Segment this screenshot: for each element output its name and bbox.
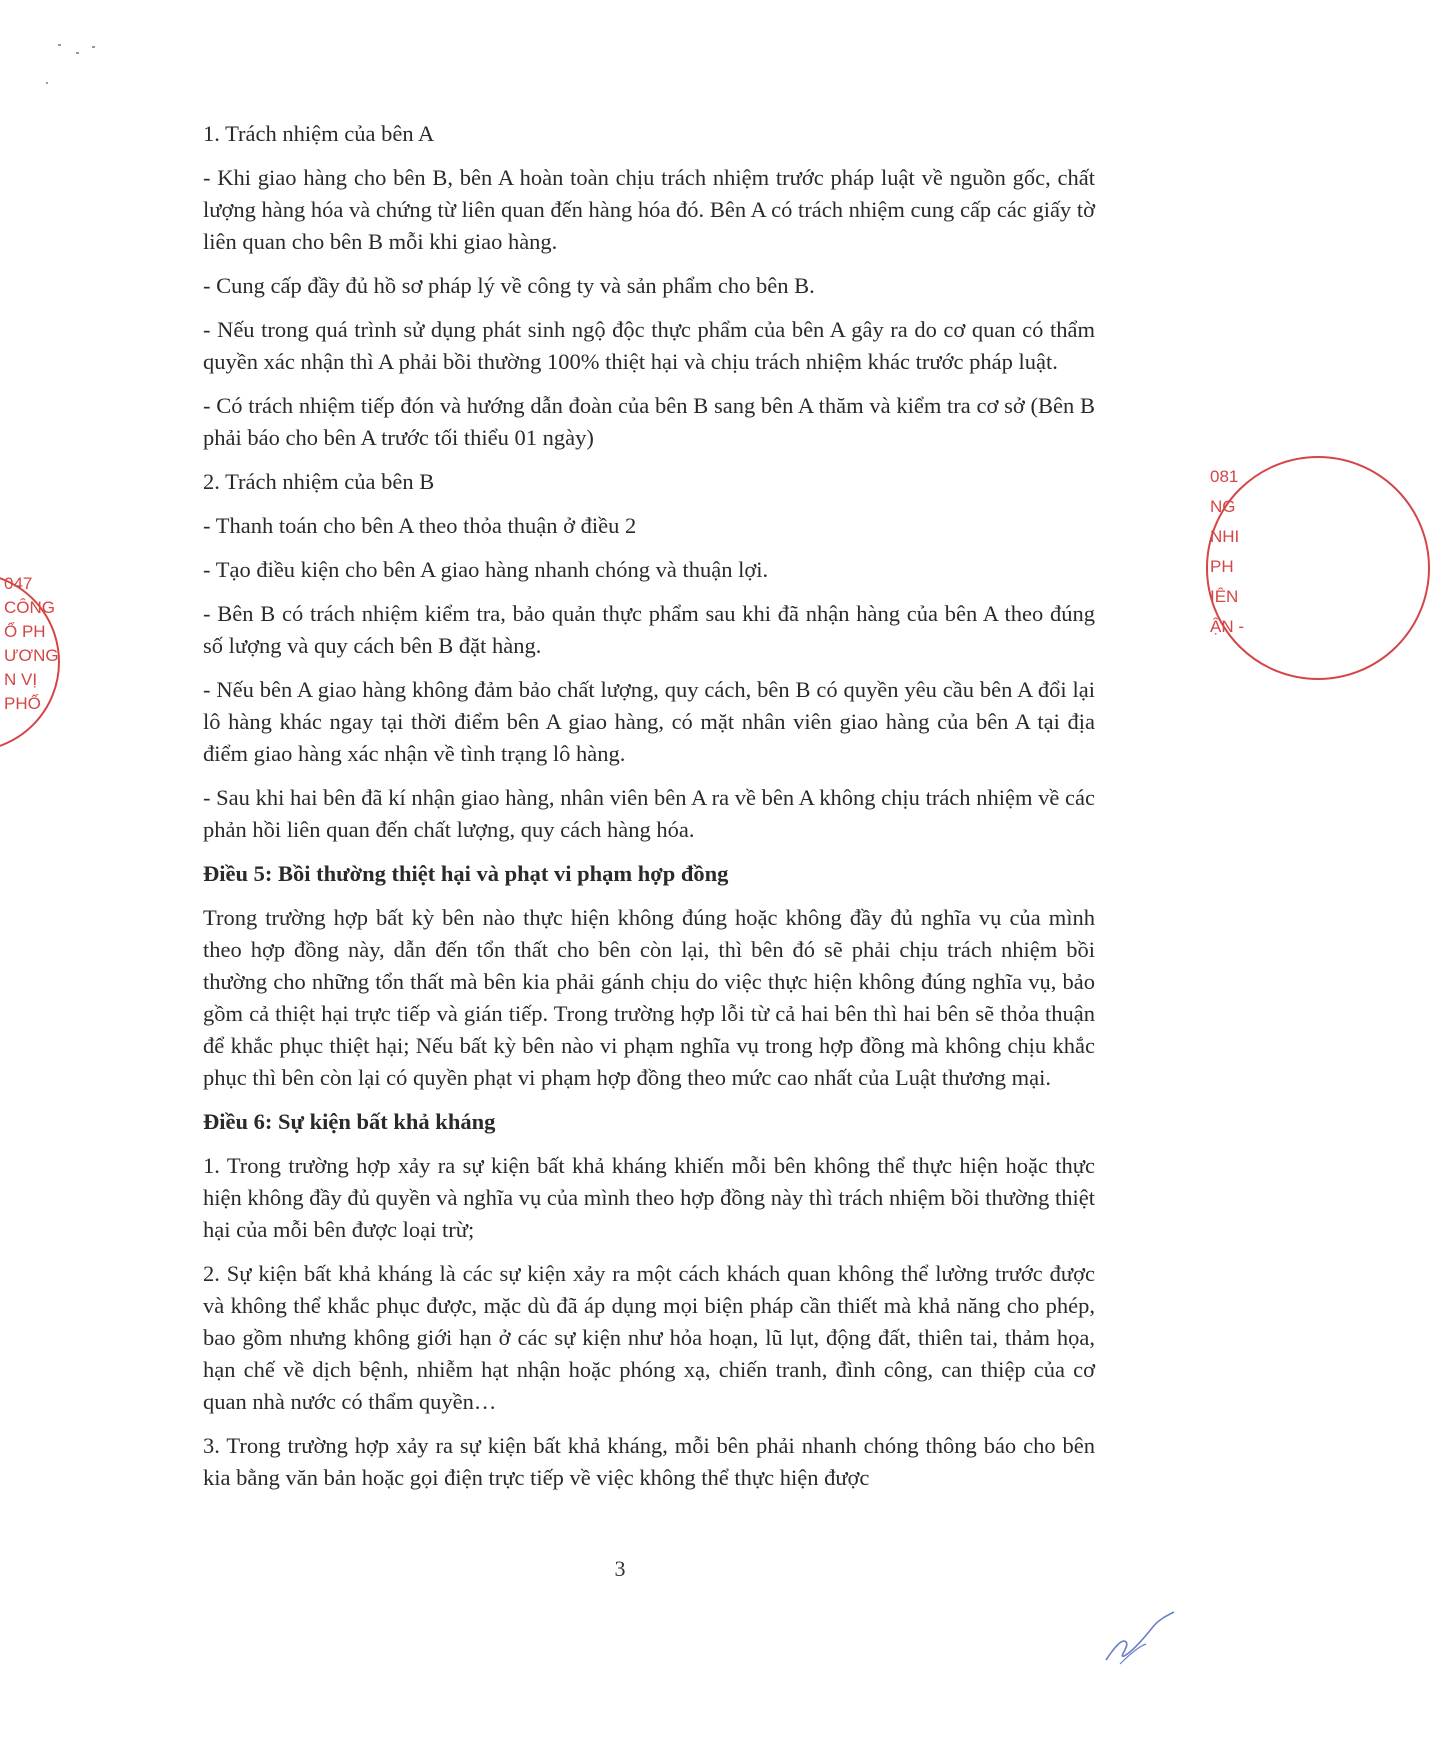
scan-speck [92, 46, 95, 48]
paragraph: - Tạo điều kiện cho bên A giao hàng nhanh chóng và thuận lợi. [203, 557, 769, 582]
paragraph: - Thanh toán cho bên A theo thỏa thuận ở điều 2 [203, 513, 637, 538]
red-stamp-right [1206, 456, 1244, 676]
section-heading-article-6: Điều 6: Sự kiện bất khả kháng [203, 1109, 496, 1134]
stamp-left-text: 047 CÔNG Ổ PH ƯƠNG N VỊ PHỐ [4, 574, 59, 713]
paragraph: - Cung cấp đầy đủ hồ sơ pháp lý về công ty và sản phẩm cho bên B. [203, 273, 815, 298]
paragraph: - Nếu trong quá trình sử dụng phát sinh ngộ độc thực phẩm của bên A gây ra do cơ quan có thẩm quyền xác nhận thì A phải bồi thường 100% thiệt hại và chịu trách nhiệm khác trước pháp luật. [203, 317, 1095, 374]
paragraph: 1. Trách nhiệm của bên A [203, 121, 435, 146]
paragraph: - Bên B có trách nhiệm kiểm tra, bảo quản thực phẩm sau khi đã nhận hàng của bên A theo đúng số lượng và quy cách bên B đặt hàng. [203, 601, 1095, 658]
document-body [203, 118, 1095, 1506]
stamp-right-text: 081 NG NHI PH IÊN ẬN - [1210, 467, 1244, 636]
paragraph: 1. Trong trường hợp xảy ra sự kiện bất khả kháng khiến mỗi bên không thể thực hiện hoặc thực hiện không đầy đủ quyền và nghĩa vụ của mình theo hợp đồng này thì trách nhiệm bồi thường thiệt hại của mỗi bên được loại trừ; [203, 1153, 1095, 1242]
paragraph: Trong trường hợp bất kỳ bên nào thực hiện không đúng hoặc không đầy đủ nghĩa vụ của mình theo hợp đồng này, dẫn đến tổn thất cho bên còn lại, thì bên đó sẽ phải chịu trách nhiệm bồi thường cho những tổn thất mà bên kia phải gánh chịu do việc thực hiện không đúng nghĩa vụ, bảo gồm cả thiệt hại trực tiếp và gián tiếp. Trong trường hợp lỗi từ cả hai bên thì hai bên sẽ thỏa thuận để khắc phục thiệt hại; Nếu bất kỳ bên nào vi phạm nghĩa vụ trong hợp đồng mà không chịu khắc phục thì bên còn lại có quyền phạt vi phạm hợp đồng theo mức cao nhất của Luật thương mại. [203, 905, 1095, 1090]
scan-speck [58, 44, 61, 46]
section-heading-article-5: Điều 5: Bồi thường thiệt hại và phạt vi phạm hợp đồng [203, 861, 729, 886]
paragraph: - Có trách nhiệm tiếp đón và hướng dẫn đoàn của bên B sang bên A thăm và kiểm tra cơ sở (Bên B phải báo cho bên A trước tối thiểu 01 ngày) [203, 393, 1095, 450]
paragraph: 2. Sự kiện bất khả kháng là các sự kiện xảy ra một cách khách quan không thể lường trước được và không thể khắc phục được, mặc dù đã áp dụng mọi biện pháp cần thiết mà khả năng cho phép, bao gồm nhưng không giới hạn ở các sự kiện như hỏa hoạn, lũ lụt, động đất, thiên tai, thảm họa, hạn chế về dịch bệnh, nhiễm hạt nhận hoặc phóng xạ, chiến tranh, đình công, can thiệp của cơ quan nhà nước có thẩm quyền… [203, 1261, 1095, 1414]
paragraph: - Sau khi hai bên đã kí nhận giao hàng, nhân viên bên A ra về bên A không chịu trách nhiệm về các phản hồi liên quan đến chất lượng, quy cách hàng hóa. [203, 785, 1095, 842]
paragraph: - Nếu bên A giao hàng không đảm bảo chất lượng, quy cách, bên B có quyền yêu cầu bên A đổi lại lô hàng khác ngay tại thời điểm bên A giao hàng, có mặt nhân viên giao hàng của bên A tại địa điểm giao hàng xác nhận về tình trạng lô hàng. [203, 677, 1095, 766]
page-number: 3 [614, 1556, 626, 1581]
paragraph: 2. Trách nhiệm của bên B [203, 469, 435, 494]
paragraph: - Khi giao hàng cho bên B, bên A hoàn toàn chịu trách nhiệm trước pháp luật về nguồn gốc, chất lượng hàng hóa và chứng từ liên quan đến hàng hóa đó. Bên A có trách nhiệm cung cấp các giấy tờ liên quan cho bên B mỗi khi giao hàng. [203, 165, 1095, 254]
signature-icon [1100, 1608, 1180, 1668]
scan-speck [46, 82, 48, 84]
scan-speck [76, 52, 79, 54]
paragraph: 3. Trong trường hợp xảy ra sự kiện bất khả kháng, mỗi bên phải nhanh chóng thông báo cho bên kia bằng văn bản hoặc gọi điện trực tiếp về việc không thể thực hiện được [203, 1433, 1095, 1490]
red-stamp-left [0, 572, 62, 748]
